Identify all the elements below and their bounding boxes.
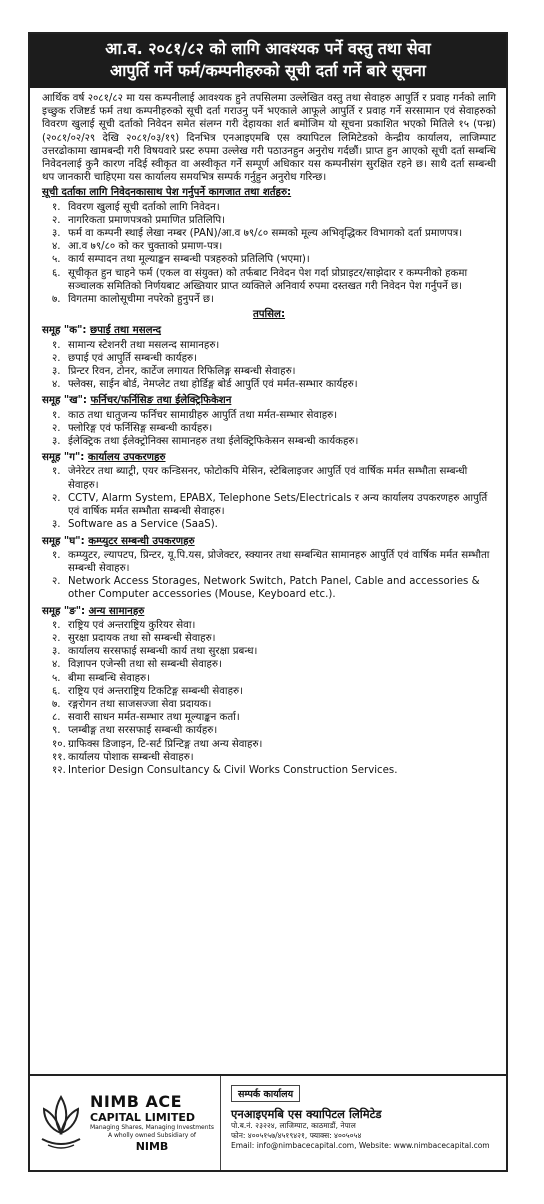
item-number: ३. xyxy=(52,519,61,531)
lotus-logo-icon xyxy=(38,1093,84,1153)
item-text: ईलेक्ट्रिक तथा ईलेक्ट्रोनिक्स सामानहरु तथा ईलेक्ट्रिफिकेसन सम्बन्धी कार्यकहरु। xyxy=(68,436,359,448)
group-item xyxy=(42,751,496,764)
company-name-np: एनआइएमबि एस क्यापिटल लिमिटेड xyxy=(231,1107,382,1121)
item-text: Software as a Service (SaaS). xyxy=(68,519,218,531)
intro-paragraph: आर्थिक वर्ष २०८१/८२ मा यस कम्पनीलाई आवश्यक हुने तपसिलमा उल्लेखित वस्तु तथा सेवाहरु आपुर्ति र प्रवाह गर्नको लागि इच्छुक रजिष्टर्ड फर्म तथा कम्पनीहरुको सूची दर्ता गराउनु पर्ने भएकाले आफूले आपुर्ति र प्रवाह गर्ने सरसामान एवं सेवाहरुको विवरण खुलाई सूची दर्ताको निवेदन समेत संलग्न गरी देहायका शर्त बमोजिम यो सूचना प्रकाशित भएको मितिले १५ (पन्ध्र) (२०८१/०२/२९ देखि २०८१/०३/१९) दिनभित्र एनआइएमबि एस क्यापिटल लिमिटेडको केन्द्रीय कार्यालय, लाजिम्पाट उत्तरढोकामा खामबन्दी गरी विषयवारे प्रस्ट रुपमा उल्लेख गरी पठाउनहुन अनुरोध गर्दछौं। प्राप्त हुन आएको सूची दर्ता सम्बन्धि निवेदनलाई कुनै कारण नदिई स्वीकृत वा अस्वीकृत गर्ने सम्पूर्ण अधिकार यस कम्पनीसंग सुरक्षित रहने छ। साथै दर्ता सम्बन्धी थप जानकारी चाहिएमा यस कार्यालय समयभित्र सम्पर्क गर्नुहुन अनुरोध गरिन्छ। xyxy=(42,93,496,184)
group-item xyxy=(42,724,496,737)
item-number: ९. xyxy=(52,725,61,737)
logo-tagline: Managing Shares, Managing Investments xyxy=(90,1124,215,1131)
office-label: सम्पर्क कार्यालय xyxy=(231,1085,300,1102)
group-item xyxy=(42,672,496,685)
title-line-1: आ.व. २०८१/८२ को लागि आवश्यक पर्ने वस्तु तथा सेवा xyxy=(105,39,431,58)
group-item xyxy=(42,435,496,448)
item-number: ४. xyxy=(52,659,61,671)
requirement-item xyxy=(42,253,496,266)
item-number: ८. xyxy=(52,712,61,724)
group-heading xyxy=(42,605,496,618)
group-item-list xyxy=(42,339,496,392)
item-text: कार्यालय पोशाक सम्बन्धी सेवाहरु। xyxy=(68,751,194,763)
group-name: फर्निचर/फर्निसिङ तथा ईलेक्ट्रिफिकेशन xyxy=(90,395,232,407)
group-heading xyxy=(42,394,496,407)
item-number: १२. xyxy=(52,764,66,776)
item-text: छपाई एवं आपुर्ति सम्बन्धी कार्यहरु। xyxy=(68,352,197,364)
item-number: २. xyxy=(52,492,61,504)
item-text: फर्म वा कम्पनी स्थाई लेखा नम्बर (PAN)/आ.व ७९/८० सम्मको मूल्य अभिवृद्धिकर विभागको दर्ता प्रमाणपत्र। xyxy=(68,228,463,240)
group-prefix: समूह "क": xyxy=(42,325,90,337)
group-prefix: समूह "घ": xyxy=(42,535,89,547)
logo-subsidiary-note: A wholly owned Subsidiary of xyxy=(107,1132,197,1139)
item-text: बीमा सम्बन्धि सेवाहरु। xyxy=(68,672,150,684)
item-text: Network Access Storages, Network Switch, Patch Panel, Cable and accessories & other Computer accessories (Mouse, Keyboard etc.). xyxy=(68,576,480,601)
group-item xyxy=(42,365,496,378)
tapsil-heading: तपसिल: xyxy=(252,309,286,321)
item-text: जेनेरेटर तथा ब्याट्री, एयर कन्डिसनर, फोटोकपि मेसिन, स्टेबिलाइजर आपुर्ति एवं वार्षिक मर्मत सम्भौता सम्बन्धी सेवाहरु। xyxy=(68,466,468,491)
item-text: प्लम्बीङ्ग तथा सरसफाई सम्बन्धी कार्यहरु। xyxy=(68,725,218,737)
requirements-list xyxy=(42,201,496,307)
item-text: Interior Design Consultancy & Civil Works Construction Services. xyxy=(68,764,398,776)
group-item xyxy=(42,619,496,632)
group-item xyxy=(42,738,496,751)
requirement-item xyxy=(42,240,496,253)
notice-title xyxy=(30,34,506,88)
item-number: २. xyxy=(52,632,61,644)
group-name: छपाई तथा मसलन्द xyxy=(90,325,162,337)
group-item xyxy=(42,465,496,491)
item-number: १. xyxy=(52,466,61,478)
item-text: सूचीकृत हुन चाहने फर्म (एकल वा संयुक्त) को तर्फबाट निवेदन पेश गर्दा प्रोप्राइटर/साझेदार र कम्पनीको हकमा सञ्चालक समितिको निर्णयबाट अख्तियार प्राप्त व्यक्तिले अनिवार्य रुपमा दस्तखत गरी निवेदन पेश गर्नुपर्ने छ। xyxy=(68,267,468,292)
item-number: ७. xyxy=(52,294,61,306)
requirements-heading: सूची दर्ताका लागि निवेदनकासाथ पेश गर्नुपर्ने कागजात तथा शर्तहरु: xyxy=(42,187,292,199)
group-name: अन्य सामानहरु xyxy=(88,605,145,617)
group-item xyxy=(42,658,496,671)
notice-frame xyxy=(28,32,508,1172)
logo-name: NIMB ACE xyxy=(90,1092,183,1111)
item-number: ३. xyxy=(52,646,61,658)
group-item-list xyxy=(42,619,496,777)
group-item xyxy=(42,575,496,601)
parent-logo: NIMB xyxy=(135,1140,169,1153)
group-name: कम्प्युटर सम्बन्धी उपकरणहरु xyxy=(88,535,195,547)
item-text: सवारी साधन मर्मत-सम्भार तथा मूल्याङ्कन कर्ता। xyxy=(68,712,240,724)
group-item xyxy=(42,685,496,698)
group-item xyxy=(42,352,496,365)
logo-subtitle: CAPITAL LIMITED xyxy=(90,1111,196,1124)
requirement-item xyxy=(42,214,496,227)
item-number: ३. xyxy=(52,436,61,448)
group-item xyxy=(42,518,496,531)
item-number: १०. xyxy=(52,738,66,750)
requirement-item xyxy=(42,293,496,306)
group-item-list xyxy=(42,465,496,531)
item-number: ४. xyxy=(52,379,61,391)
item-text: फ्लोरिङ्ग एवं फर्निसिङ्ग सम्बन्धी कार्यहरु। xyxy=(68,422,213,434)
item-text: कार्यालय सरसफाई सम्बन्धी कार्य तथा सुरक्षा प्रबन्ध। xyxy=(68,646,258,658)
notice-body xyxy=(30,88,506,777)
group-item xyxy=(42,711,496,724)
item-text: नागरिकता प्रमाणपत्रको प्रमाणित प्रतिलिपि। xyxy=(68,214,225,226)
footer xyxy=(30,1074,506,1170)
item-number: ७. xyxy=(52,698,61,710)
group-item xyxy=(42,549,496,575)
item-number: २. xyxy=(52,214,61,226)
requirement-item xyxy=(42,227,496,240)
group-prefix: समूह "ख": xyxy=(42,395,91,407)
item-text: CCTV, Alarm System, EPABX, Telephone Sets/Electricals र अन्य कार्यालय उपकरणहरु आपुर्ति एवं वार्षिक मर्मत सम्भौता सम्बन्धी सेवाहरु। xyxy=(68,492,488,518)
group-item xyxy=(42,492,496,518)
groups-container xyxy=(42,324,496,777)
requirement-item xyxy=(42,201,496,214)
group-item-list xyxy=(42,409,496,449)
item-number: १. xyxy=(52,409,61,421)
phone-line: फोन: ४००५१५७/४५१९४२१, फ्याक्स: ४००५०५४ xyxy=(231,1131,362,1140)
group-prefix: समूह "ग": xyxy=(42,452,88,464)
item-text: आ.व ७९/८० को कर चुक्ताको प्रमाण-पत्र। xyxy=(68,241,223,253)
item-number: १. xyxy=(52,339,61,351)
item-text: कार्य सम्पादन तथा मूल्याङ्कन सम्बन्धी पत्रहरुको प्रतिलिपि (भएमा)। xyxy=(68,254,310,266)
item-number: ६. xyxy=(52,267,61,279)
item-number: ५. xyxy=(52,254,61,266)
group-item xyxy=(42,645,496,658)
group-item xyxy=(42,422,496,435)
item-text: कम्प्युटर, ल्यापटप, प्रिन्टर, यू.पि.यस, प्रोजेक्टर, स्क्यानर तथा सम्बन्धित सामानहरु आपुर्ति एवं वार्षिक मर्मत सम्भौता सम्बन्धी सेवाहरु। xyxy=(68,549,490,574)
item-text: ग्राफिक्स डिजाइन, टि-सर्ट प्रिन्टिङ्ग तथा अन्य सेवाहरु। xyxy=(68,738,263,750)
item-number: २. xyxy=(52,576,61,588)
item-text: सामान्य स्टेशनरी तथा मसलन्द सामानहरु। xyxy=(68,339,220,351)
item-number: १. xyxy=(52,201,61,213)
group-item xyxy=(42,698,496,711)
item-number: ११. xyxy=(52,751,66,763)
contact-block xyxy=(220,1076,506,1170)
requirement-item xyxy=(42,267,496,293)
group-name: कार्यालय उपकरणहरु xyxy=(87,452,166,464)
item-number: १. xyxy=(52,619,61,631)
group-item-list xyxy=(42,549,496,602)
item-text: रङ्गरोगन तथा साजसज्जा सेवा प्रदायक। xyxy=(68,698,212,710)
group-heading xyxy=(42,451,496,464)
group-item xyxy=(42,632,496,645)
title-line-2: आपुर्ति गर्ने फर्म/कम्पनीहरुको सूची दर्ता गर्ने बारे सूचना xyxy=(110,61,426,80)
item-number: ५. xyxy=(52,672,61,684)
item-number: ६. xyxy=(52,685,61,697)
item-text: प्रिन्टर रिवन, टोनर, कार्टेज लगायत रिफिलिङ्ग सम्बन्धी सेवाहरु। xyxy=(68,366,296,378)
item-number: २. xyxy=(52,352,61,364)
item-number: ३. xyxy=(52,366,61,378)
item-number: ४. xyxy=(52,241,61,253)
group-heading xyxy=(42,324,496,337)
item-text: विज्ञापन एजेन्सी तथा सो सम्बन्धी सेवाहरु। xyxy=(68,659,222,671)
address-line: पो.ब.नं. २३२२४, लाजिम्पाट, काठमाडौं, नेपाल xyxy=(231,1121,356,1130)
group-item xyxy=(42,378,496,391)
item-text: राष्ट्रिय एवं अन्तराष्ट्रिय कुरियर सेवा। xyxy=(68,619,196,631)
group-heading xyxy=(42,535,496,548)
item-number: १. xyxy=(52,549,61,561)
group-item xyxy=(42,764,496,777)
item-text: काठ तथा धातुजन्य फर्निचर सामाग्रीहरु आपुर्ति तथा मर्मत-सम्भार सेवाहरु। xyxy=(68,409,338,421)
item-number: ३. xyxy=(52,228,61,240)
item-text: फ्लेक्स, साईन बोर्ड, नेमप्लेट तथा होर्डिङ्ग बोर्ड आपुर्ति एवं मर्मत-सम्भार कार्यहरु। xyxy=(68,379,358,391)
group-prefix: समूह "ङ": xyxy=(42,605,89,617)
group-item xyxy=(42,339,496,352)
item-text: राष्ट्रिय एवं अन्तराष्ट्रिय टिकटिङ्ग सम्बन्धी सेवाहरु। xyxy=(68,685,243,697)
item-text: सुरक्षा प्रदायक तथा सो सम्बन्धी सेवाहरु। xyxy=(68,632,216,644)
email-web-line: Email: info@nimbacecapital.com, Website: www.nimbacecapital.com xyxy=(231,1141,490,1150)
group-item xyxy=(42,409,496,422)
company-logo xyxy=(30,1076,220,1170)
item-text: विवरण खुलाई सूची दर्ताको लागि निवेदन। xyxy=(68,201,220,213)
item-text: विगतमा कालोसूचीमा नपरेको हुनुपर्ने छ। xyxy=(68,294,214,306)
item-number: २. xyxy=(52,422,61,434)
